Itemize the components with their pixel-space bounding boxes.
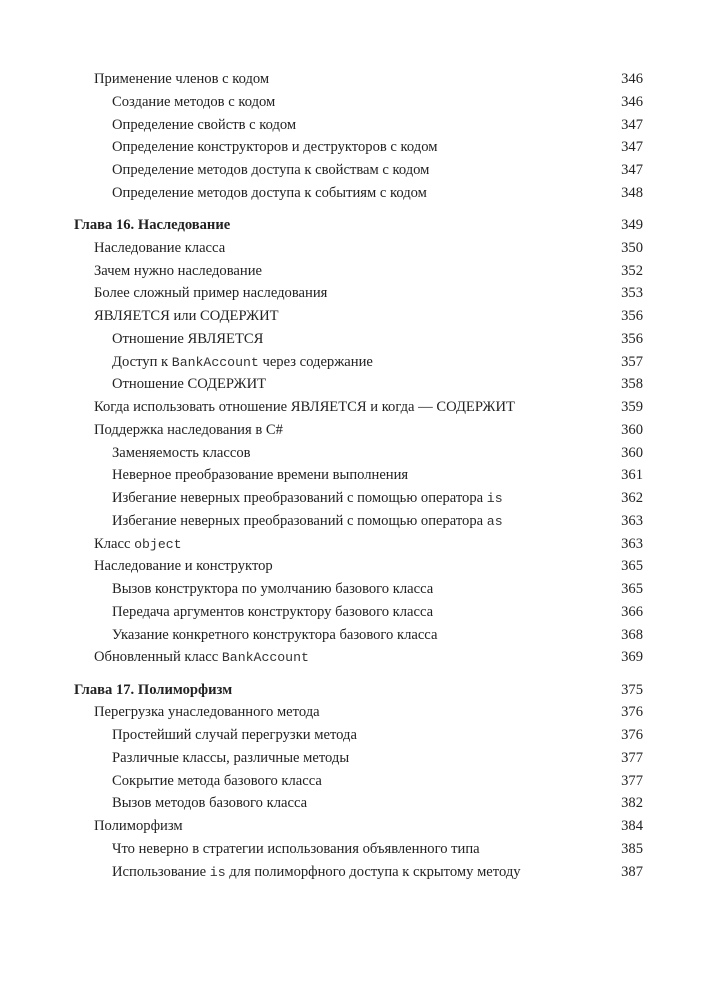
title-text: Указание конкретного конструктора базового класса xyxy=(112,626,438,643)
page-number: 353 xyxy=(621,285,643,302)
title-text: Поддержка наследования в C# xyxy=(94,421,283,438)
page-number: 384 xyxy=(621,818,643,834)
toc-chapter-row xyxy=(0,679,714,702)
toc-entry-row xyxy=(0,646,714,669)
entry-title xyxy=(94,646,309,670)
entry-title xyxy=(94,282,327,305)
page-number: 346 xyxy=(621,93,643,110)
toc-entry-row xyxy=(0,237,714,260)
title-text: Определение свойств с кодом xyxy=(112,116,297,133)
page-number: 356 xyxy=(621,330,643,347)
page-number: 358 xyxy=(621,376,643,393)
title-text: Использование xyxy=(112,863,210,880)
entry-title xyxy=(94,419,283,442)
title-text: для полиморфного доступа к скрытому методу xyxy=(225,863,521,880)
title-text: Глава 16. Наследование xyxy=(74,217,231,233)
title-text: Класс xyxy=(94,535,135,552)
code-term: is xyxy=(209,864,226,880)
page-number: 366 xyxy=(621,603,643,620)
page-number: 376 xyxy=(621,704,643,721)
entry-title xyxy=(112,91,275,114)
page-number: 387 xyxy=(621,863,643,880)
toc-entry-row xyxy=(0,328,714,351)
toc-entry-row xyxy=(0,838,714,861)
title-text: Что неверно в стратегии использования объявленного типа xyxy=(112,840,480,857)
page-number: 376 xyxy=(621,727,643,743)
title-text: Отношение ЯВЛЯЕТСЯ xyxy=(112,330,264,347)
page-number: 361 xyxy=(621,467,643,484)
title-text: ЯВЛЯЕТСЯ или СОДЕРЖИТ xyxy=(94,308,279,324)
page-number: 357 xyxy=(621,353,643,370)
title-text: Зачем нужно наследование xyxy=(94,262,262,279)
entry-title xyxy=(112,510,503,534)
entry-title xyxy=(112,373,266,396)
toc-chapter-row xyxy=(0,214,714,237)
entry-title xyxy=(112,724,357,747)
page-number: 348 xyxy=(621,184,643,201)
entry-title xyxy=(112,601,433,624)
title-text: Определение конструкторов и деструкторов с кодом xyxy=(112,139,438,156)
chapter-gap xyxy=(0,669,714,679)
page-number: 375 xyxy=(621,681,643,698)
entry-title xyxy=(94,237,225,260)
page-number: 347 xyxy=(621,139,643,156)
title-text: Когда использовать отношение ЯВЛЯЕТСЯ и когда — СОДЕРЖИТ xyxy=(94,399,515,415)
entry-title xyxy=(112,136,437,159)
title-text: Создание методов с кодом xyxy=(112,93,276,110)
title-text: Определение методов доступа к событиям с кодом xyxy=(112,184,427,201)
toc-entry-row xyxy=(0,260,714,283)
page-number: 363 xyxy=(621,512,643,529)
toc-entry-row xyxy=(0,701,714,724)
title-text: Сокрытие метода базового класса xyxy=(112,772,322,789)
page-number: 362 xyxy=(621,490,643,506)
page-number: 377 xyxy=(621,749,643,766)
code-term: BankAccount xyxy=(221,650,309,666)
toc-entry-row xyxy=(0,442,714,465)
title-text: Заменяемость классов xyxy=(112,444,251,461)
toc-entry-row xyxy=(0,464,714,487)
toc-entry-row xyxy=(0,305,714,328)
toc-entry-row xyxy=(0,724,714,747)
title-text: Доступ к xyxy=(112,353,172,370)
title-text: Отношение СОДЕРЖИТ xyxy=(112,376,267,393)
entry-title xyxy=(94,305,279,328)
toc-entry-row xyxy=(0,136,714,159)
toc-entry-row xyxy=(0,396,714,419)
title-text: Обновленный класс xyxy=(94,649,222,666)
entry-title xyxy=(112,747,349,770)
page-number: 349 xyxy=(621,217,643,233)
chapter-title xyxy=(74,214,230,237)
title-text: Более сложный пример наследования xyxy=(94,285,328,302)
toc-entry-row xyxy=(0,510,714,533)
page-number: 356 xyxy=(621,308,643,324)
toc-entry-row xyxy=(0,91,714,114)
title-text: Наследование и конструктор xyxy=(94,558,273,575)
chapter-gap xyxy=(0,205,714,215)
page-number: 347 xyxy=(621,162,643,178)
code-term: as xyxy=(486,513,503,529)
page-number: 377 xyxy=(621,772,643,789)
page-number: 360 xyxy=(621,444,643,461)
page-number: 385 xyxy=(621,840,643,857)
title-text: Полиморфизм xyxy=(94,818,183,834)
entry-title xyxy=(112,770,322,793)
title-text: Применение членов с кодом xyxy=(94,71,270,87)
chapter-title xyxy=(74,679,232,702)
toc-entry-row xyxy=(0,351,714,374)
code-term: BankAccount xyxy=(171,354,259,370)
entry-title xyxy=(94,260,262,283)
entry-title xyxy=(112,464,408,487)
entry-title xyxy=(112,442,251,465)
toc-entry-row xyxy=(0,815,714,838)
entry-title xyxy=(112,487,503,511)
title-text: Неверное преобразование времени выполнения xyxy=(112,467,409,484)
entry-title xyxy=(94,396,515,419)
entry-title xyxy=(112,624,437,647)
toc-entry-row xyxy=(0,159,714,182)
page-number: 347 xyxy=(621,116,643,133)
title-text: Простейший случай перегрузки метода xyxy=(112,727,357,743)
title-text: Наследование класса xyxy=(94,239,226,256)
title-text: Избегание неверных преобразований с помощью оператора xyxy=(112,512,487,529)
toc-entry-row xyxy=(0,68,714,91)
code-term: is xyxy=(486,491,503,506)
page-number: 350 xyxy=(621,239,643,256)
entry-title xyxy=(112,578,433,601)
page-number: 363 xyxy=(621,535,643,552)
toc-entry-row xyxy=(0,419,714,442)
toc-entry-row xyxy=(0,861,714,884)
title-text: Глава 17. Полиморфизм xyxy=(74,681,233,698)
page-number: 369 xyxy=(621,649,643,666)
toc-entry-row xyxy=(0,624,714,647)
toc-entry-row xyxy=(0,282,714,305)
code-term: object xyxy=(134,536,182,552)
entry-title xyxy=(112,838,480,861)
entry-title xyxy=(94,533,182,557)
page-number: 382 xyxy=(621,795,643,812)
title-text: Вызов конструктора по умолчанию базового класса xyxy=(112,581,434,597)
toc-entry-row xyxy=(0,487,714,510)
entry-title xyxy=(112,351,373,375)
toc-entry-row xyxy=(0,770,714,793)
toc-entry-row xyxy=(0,182,714,205)
title-text: Передача аргументов конструктору базового класса xyxy=(112,603,434,620)
title-text: Вызов методов базового класса xyxy=(112,795,308,812)
entry-title xyxy=(112,861,521,885)
toc-entry-row xyxy=(0,373,714,396)
page-number: 365 xyxy=(621,558,643,575)
toc-entry-row xyxy=(0,601,714,624)
title-text: через содержание xyxy=(258,353,373,370)
entry-title xyxy=(94,815,183,838)
toc-entry-row xyxy=(0,792,714,815)
title-text: Избегание неверных преобразований с помощью оператора xyxy=(112,490,487,506)
page-number: 359 xyxy=(621,399,643,415)
title-text: Определение методов доступа к свойствам с кодом xyxy=(112,162,430,178)
toc-entry-row xyxy=(0,747,714,770)
entry-title xyxy=(112,792,307,815)
title-text: Различные классы, различные методы xyxy=(112,749,350,766)
page-number: 365 xyxy=(621,581,643,597)
page-number: 352 xyxy=(621,262,643,279)
entry-title xyxy=(94,68,269,91)
entry-title xyxy=(94,555,273,578)
entry-title xyxy=(94,701,320,724)
toc-entry-row xyxy=(0,578,714,601)
title-text: Перегрузка унаследованного метода xyxy=(94,704,320,721)
entry-title xyxy=(112,182,427,205)
table-of-contents xyxy=(0,68,714,883)
entry-title xyxy=(112,114,296,137)
toc-entry-row xyxy=(0,555,714,578)
toc-entry-row xyxy=(0,533,714,556)
page-number: 346 xyxy=(621,71,643,87)
page-number: 360 xyxy=(621,421,643,438)
entry-title xyxy=(112,159,429,182)
toc-entry-row xyxy=(0,114,714,137)
entry-title xyxy=(112,328,263,351)
page-number: 368 xyxy=(621,626,643,643)
